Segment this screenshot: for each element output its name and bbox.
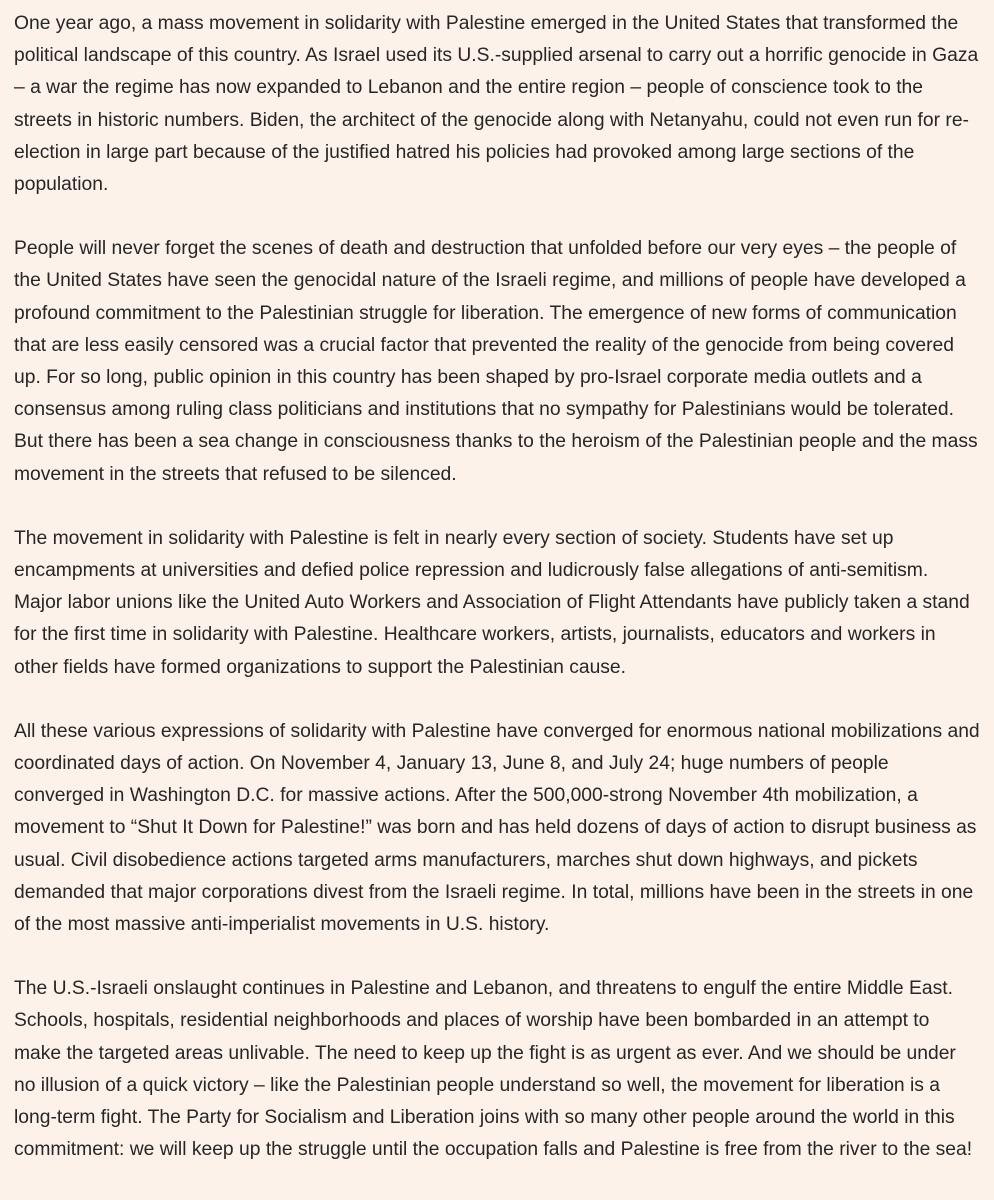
paragraph-5: The U.S.-Israeli onslaught continues in Palestine and Lebanon, and threatens to engulf the entire Middle East. Schools, hospitals, residential neighborhoods and places of worship have been bombarded in an attempt to make the targeted areas unlivable. The need to keep up the fight is as urgent as ever. And we should be under no illusion of a quick victory – like the Palestinian people understand so well, the movement for liberation is a long-term fight. The Party for Socialism and Liberation joins with so many other people around the world in this commitment: we will keep up the struggle until the occupation falls and Palestine is free from the river to the sea!: [14, 978, 973, 1161]
paragraph-1: One year ago, a mass movement in solidarity with Palestine emerged in the United States that transformed the political landscape of this country. As Israel used its U.S.-supplied arsenal to carry out a horrific genocide in Gaza – a war the regime has now expanded to Lebanon and the entire region – people of conscience took to the streets in historic numbers. Biden, the architect of the genocide along with Netanyahu, could not even run for re-election in large part because of the justified hatred his policies had provoked among large sections of the population.: [14, 13, 979, 196]
paragraph-4: All these various expressions of solidarity with Palestine have converged for enormous national mobilizations and coordinated days of action. On November 4, January 13, June 8, and July 24; huge numbers of people converged in Washington D.C. for massive actions. After the 500,000-strong November 4th mobilization, a movement to “Shut It Down for Palestine!” was born and has held dozens of days of action to disrupt business as usual. Civil disobedience actions targeted arms manufacturers, marches shut down highways, and pickets demanded that major corporations divest from the Israeli regime. In total, millions have been in the streets in one of the most massive anti-imperialist movements in U.S. history.: [14, 720, 980, 936]
paragraph-2: People will never forget the scenes of death and destruction that unfolded before our very eyes – the people of the United States have seen the genocidal nature of the Israeli regime, and millions of people have developed a profound commitment to the Palestinian struggle for liberation. The emergence of new forms of communication that are less easily censored was a crucial factor that prevented the reality of the genocide from being covered up. For so long, public opinion in this country has been shaped by pro-Israel corporate media outlets and a consensus among ruling class politicians and institutions that no sympathy for Palestinians would be tolerated. But there has been a sea change in consciousness thanks to the heroism of the Palestinian people and the mass movement in the streets that refused to be silenced.: [14, 238, 978, 485]
paragraph-3: The movement in solidarity with Palestine is felt in nearly every section of society. Students have set up encampments at universities and defied police repression and ludicrously false allegations of anti-semitism. Major labor unions like the United Auto Workers and Association of Flight Attendants have publicly taken a stand for the first time in solidarity with Palestine. Healthcare workers, artists, journalists, educators and workers in other fields have formed organizations to support the Palestinian cause.: [14, 527, 970, 678]
